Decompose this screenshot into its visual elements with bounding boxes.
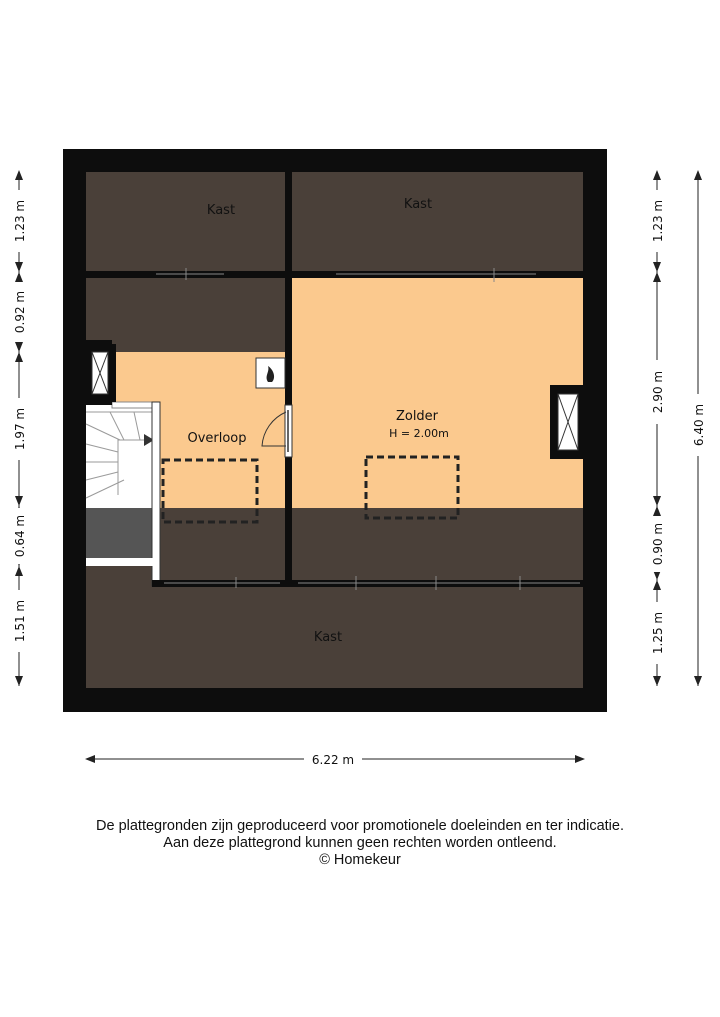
label-overloop: Overloop [187, 431, 247, 446]
disclaimer [0, 818, 720, 869]
dim-right-1: 1.23 m [651, 199, 665, 243]
dim-left-3: 1.97 m [13, 407, 27, 451]
dim-right-3: 0.90 m [651, 522, 665, 566]
boiler-icon [256, 358, 285, 388]
kast-bottom-area [86, 508, 583, 688]
dim-total-height: 6.40 m [692, 403, 706, 447]
label-kast-top-left: Kast [206, 203, 236, 218]
label-zolder: Zolder [395, 409, 439, 424]
dim-total-width: 6.22 m [311, 753, 355, 767]
sloped-band-left [86, 278, 285, 352]
stair-lower-dark [86, 508, 156, 558]
label-zolder-height: H = 2.00m [389, 427, 449, 440]
dim-left-2: 0.92 m [13, 290, 27, 334]
label-kast-top-right: Kast [403, 197, 433, 212]
stair-gap [86, 558, 156, 566]
zolder-upper-floor [327, 278, 535, 352]
kast-top-right-area [292, 172, 583, 272]
skylight-right [550, 385, 583, 459]
dim-left-5: 1.51 m [13, 599, 27, 643]
kast-top-left-area [86, 172, 285, 272]
dim-right-2: 2.90 m [651, 370, 665, 414]
disclaimer-line-1: De plattegronden zijn geproduceerd voor promotionele doeleinden en ter indicatie. [96, 818, 624, 834]
dim-right-4: 1.25 m [651, 611, 665, 655]
dim-left-4: 0.64 m [13, 514, 27, 558]
copyright-line: © Homekeur [319, 852, 401, 868]
dim-left-1: 1.23 m [13, 199, 27, 243]
label-kast-bottom: Kast [313, 630, 343, 645]
skylight-left [86, 344, 116, 402]
disclaimer-line-2: Aan deze plattegrond kunnen geen rechten worden ontleend. [163, 835, 557, 851]
wall-vertical-center [285, 172, 292, 586]
